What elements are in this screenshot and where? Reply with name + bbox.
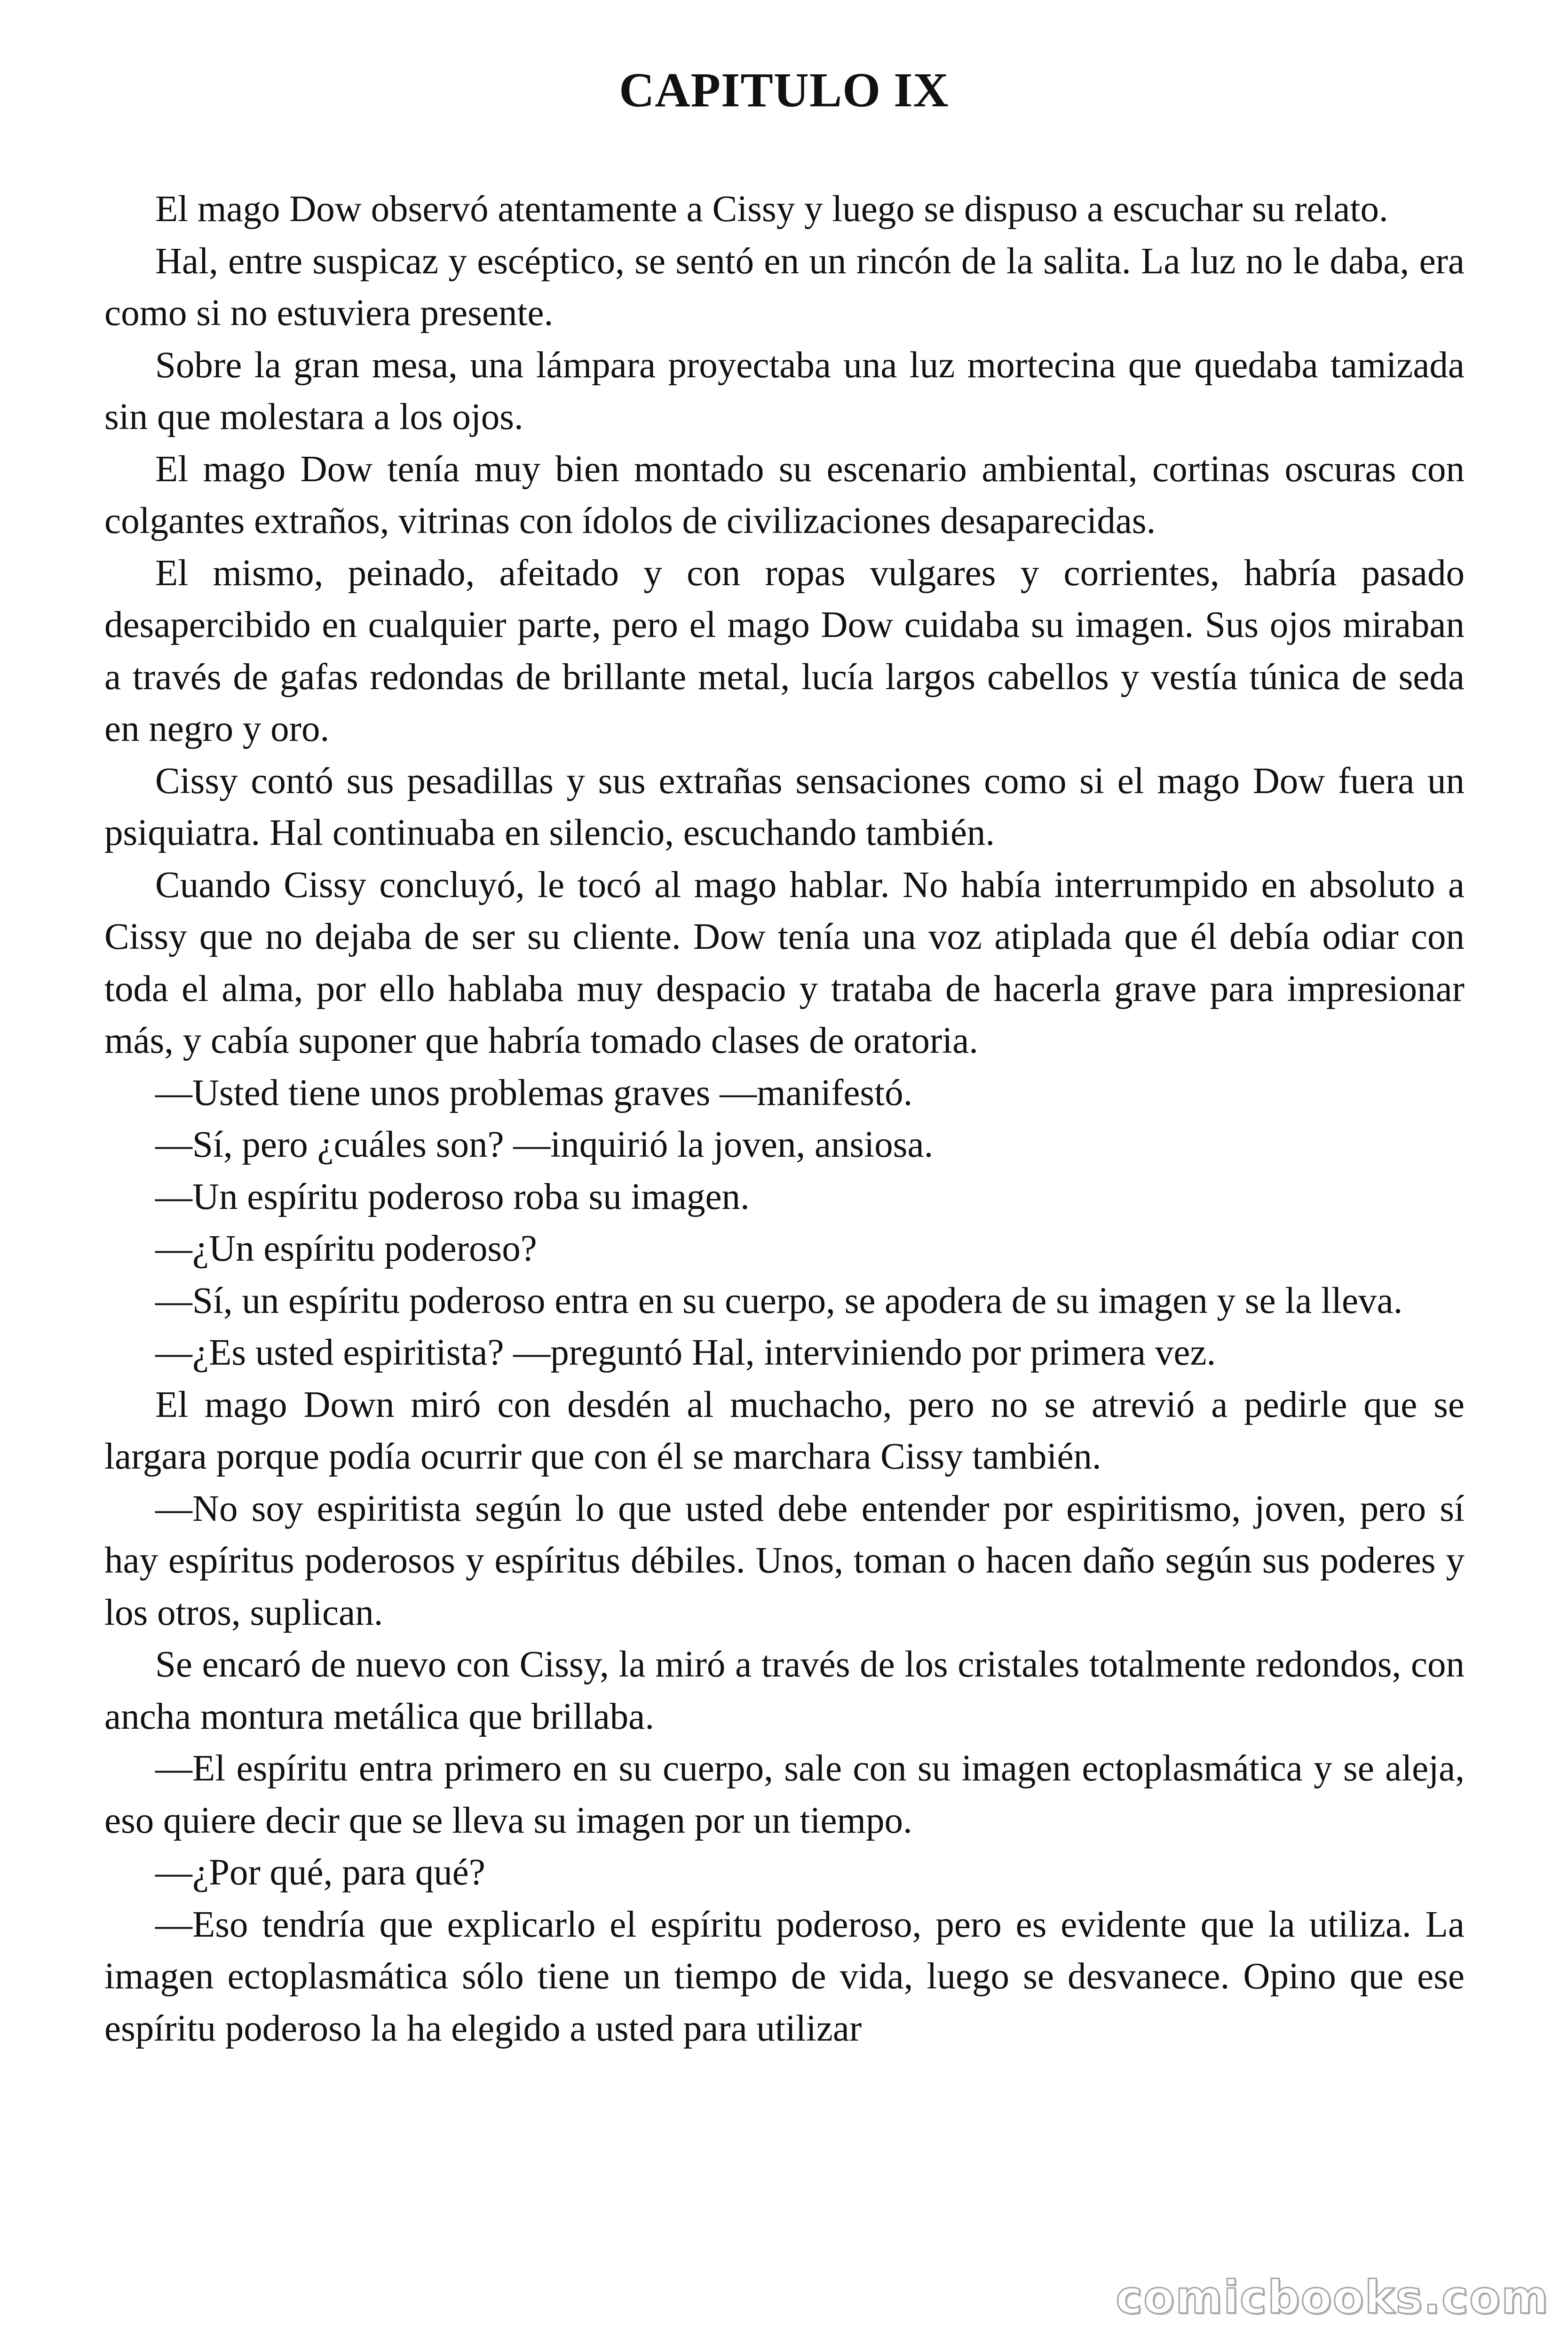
dialogue-line: —¿Es usted espiritista? —preguntó Hal, interviniendo por primera vez. bbox=[155, 1332, 1216, 1373]
paragraph: El mismo, peinado, afeitado y con ropas vulgares y corrientes, habría pasado desapercibido en cualquier parte, pero el mago Dow cuidaba su imagen. Sus ojos miraban a través de gafas redondas de brillante metal, lucía largos cabellos y vestía túnica de seda en negro y oro. bbox=[104, 552, 1465, 749]
paragraph: Cissy contó sus pesadillas y sus extrañas sensaciones como si el mago Dow fuera un psiquiatra. Hal continuaba en silencio, escuchando también. bbox=[104, 760, 1465, 853]
dialogue-line: —Usted tiene unos problemas graves —manifestó. bbox=[155, 1072, 913, 1113]
dialogue-line: —Un espíritu poderoso roba su imagen. bbox=[155, 1176, 750, 1217]
paragraph: Sobre la gran mesa, una lámpara proyectaba una luz mortecina que quedaba tamizada sin que molestara a los ojos. bbox=[104, 344, 1465, 437]
dialogue-line: —Sí, pero ¿cuáles son? —inquirió la joven, ansiosa. bbox=[155, 1124, 934, 1165]
dialogue-line: —Eso tendría que explicarlo el espíritu poderoso, pero es evidente que la utiliza. La imagen ectoplasmática sólo tiene un tiempo de vida, luego se desvanece. Opino que ese espíritu poderoso la ha elegido a usted para utilizar bbox=[104, 1904, 1465, 2049]
dialogue-line: —Sí, un espíritu poderoso entra en su cuerpo, se apodera de su imagen y se la lleva. bbox=[155, 1280, 1403, 1321]
dialogue-line: —El espíritu entra primero en su cuerpo, sale con su imagen ectoplasmática y se aleja, eso quiere decir que se lleva su imagen por un tiempo. bbox=[104, 1748, 1465, 1841]
chapter-body bbox=[104, 183, 1465, 2055]
chapter-title: CAPITULO IX bbox=[619, 63, 949, 117]
paragraph: Hal, entre suspicaz y escéptico, se sentó en un rincón de la salita. La luz no le daba, era como si no estuviera presente. bbox=[104, 240, 1465, 334]
dialogue-line: —¿Un espíritu poderoso? bbox=[155, 1228, 537, 1269]
dialogue-line: —No soy espiritista según lo que usted debe entender por espiritismo, joven, pero sí hay espíritus poderosos y espíritus débiles. Unos, toman o hacen daño según sus poderes y los otros, suplican. bbox=[104, 1488, 1465, 1633]
dialogue-line: —¿Por qué, para qué? bbox=[155, 1852, 485, 1893]
paragraph: El mago Dow observó atentamente a Cissy y luego se dispuso a escuchar su relato. bbox=[155, 189, 1388, 230]
paragraph: El mago Down miró con desdén al muchacho, pero no se atrevió a pedirle que se largara porque podía ocurrir que con él se marchara Cissy también. bbox=[104, 1384, 1465, 1477]
paragraph: Se encaró de nuevo con Cissy, la miró a través de los cristales totalmente redondos, con ancha montura metálica que brillaba. bbox=[104, 1644, 1465, 1737]
paragraph: El mago Dow tenía muy bien montado su escenario ambiental, cortinas oscuras con colgantes extraños, vitrinas con ídolos de civilizaciones desaparecidas. bbox=[104, 448, 1465, 541]
paragraph: Cuando Cissy concluyó, le tocó al mago hablar. No había interrumpido en absoluto a Cissy que no dejaba de ser su cliente. Dow tenía una voz atiplada que él debía odiar con toda el alma, por ello hablaba muy despacio y trataba de hacerla grave para impresionar más, y cabía suponer que habría tomado clases de oratoria. bbox=[104, 864, 1465, 1061]
watermark-logo: comicbooks.com bbox=[1116, 2271, 1549, 2324]
